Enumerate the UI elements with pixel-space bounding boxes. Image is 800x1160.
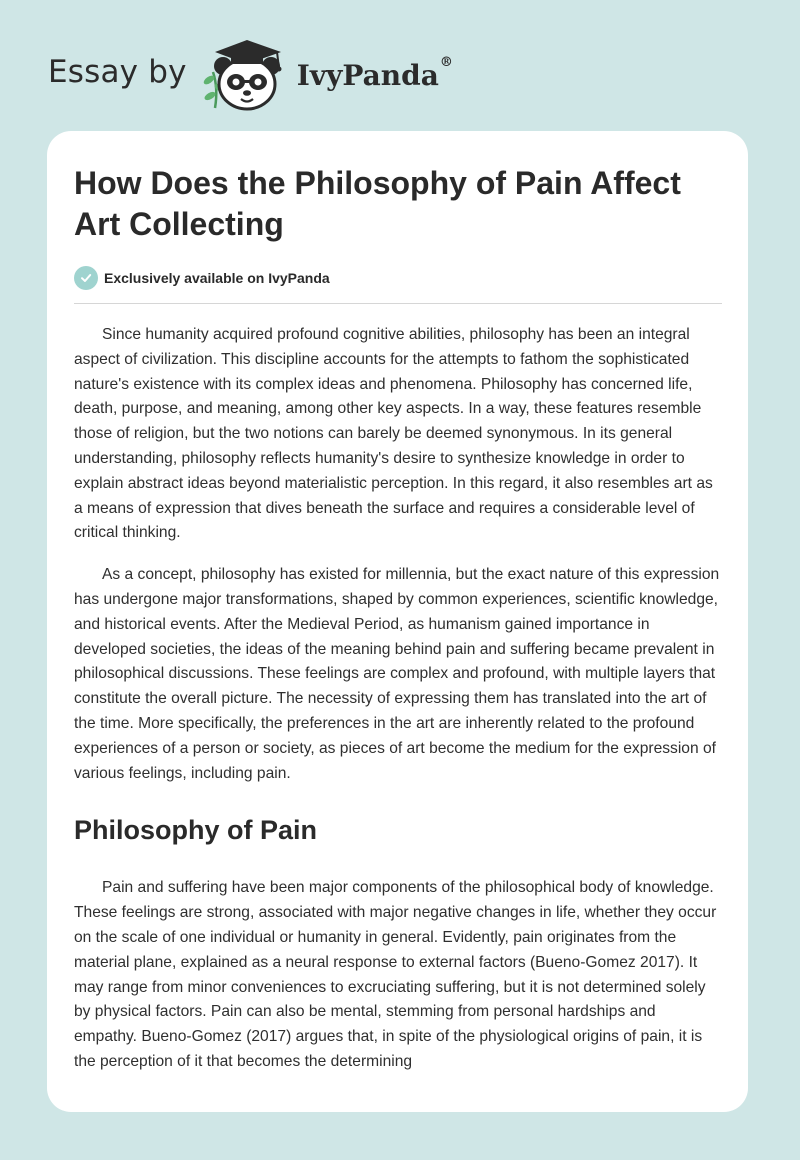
brand-header[interactable]: [48, 34, 453, 114]
section-heading: Philosophy of Pain: [74, 815, 318, 846]
brand-prefix: Essay by: [48, 54, 187, 90]
essay-title: How Does the Philosophy of Pain Affect Art Collecting: [74, 165, 681, 242]
check-circle-icon: [74, 266, 98, 290]
section-paragraph: Pain and suffering have been major components of the philosophical body of knowledge. These feelings are strong, associated with major negative changes in life, whether they occur on the scale of one individual or humanity in general. Evidently, pain originates from the material plane, explained as a neural response to external factors (Bueno-Gomez 2017). It may range from minor conveniences to excruciating suffering, but it is not determined solely by physical factors. Pain can also be mental, stemming from personal hardships and empathy. Bueno-Gomez (2017) argues that, in spite of the physiological origins of pain, it is the perception of it that becomes the determining: [74, 879, 717, 1070]
trademark-symbol: ®: [439, 54, 453, 70]
brand-name-text: IvyPanda: [296, 58, 439, 92]
paragraph-2: As a concept, philosophy has existed for millennia, but the exact nature of this expression has undergone major transformations, shaped by common experiences, scientific knowledge, and historical events. After the Medieval Period, as humanism gained importance in developed societies, the ideas of the meaning behind pain and suffering became prevalent in philosophical discussions. These feelings are complex and profound, with multiple layers that constitute the overall picture. The necessity of expressing them has translated into the art of the time. More specifically, the preferences in the art are inherently related to the profound experiences of a person or society, as pieces of art become the medium for the expression of various feelings, including pain.: [74, 566, 720, 782]
exclusive-label: Exclusively available on IvyPanda: [104, 270, 330, 286]
panda-logo-icon: [201, 36, 293, 112]
paragraph-1: Since humanity acquired profound cognitive abilities, philosophy has been an integral aspect of civilization. This discipline accounts for the attempts to fathom the sophisticated nature's existence with its complex ideas and phenomena. Philosophy has concerned life, death, purpose, and meaning, among other key aspects. In a way, these features resemble those of religion, but the two notions can barely be deemed synonymous. In its general understanding, philosophy reflects humanity's desire to synthesize knowledge in order to explain abstract ideas beyond materialistic perception. In this regard, it also resembles art as a means of expression that dives beneath the surface and requires a considerable level of critical thinking.: [74, 326, 713, 542]
exclusive-badge: [74, 265, 722, 291]
brand-name: [296, 54, 453, 92]
essay-card: [47, 131, 748, 1112]
divider: [74, 303, 722, 304]
essay-content: [74, 163, 722, 1075]
